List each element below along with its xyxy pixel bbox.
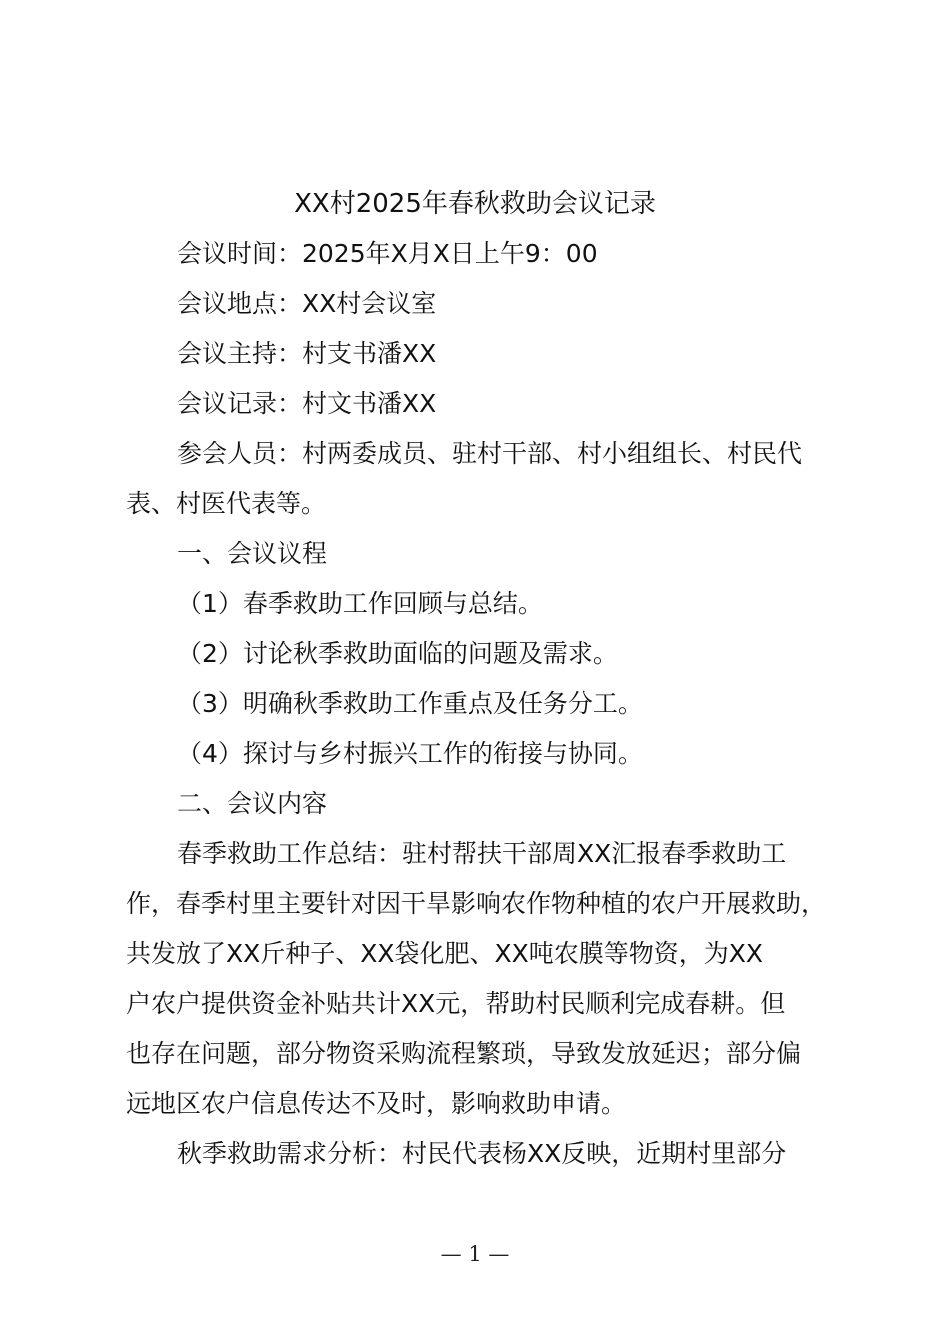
meeting-host: 会议主持：村支书潘XX [177, 339, 437, 368]
meeting-recorder: 会议记录：村文书潘XX [177, 389, 437, 418]
agenda-item: （3）明确秋季救助工作重点及任务分工。 [177, 689, 643, 718]
paragraph-line: 也存在问题，部分物资采购流程繁琐，导致发放延迟；部分偏 [126, 1039, 802, 1068]
attendees-line-2: 表、村医代表等。 [126, 489, 327, 518]
section-heading-content: 二、会议内容 [177, 789, 328, 818]
section-heading-agenda: 一、会议议程 [177, 539, 328, 568]
paragraph-line: 春季救助工作总结：驻村帮扶干部周XX汇报春季救助工 [177, 839, 787, 868]
paragraph-line: 秋季救助需求分析：村民代表杨XX反映，近期村里部分 [177, 1139, 787, 1168]
agenda-item: （2）讨论秋季救助面临的问题及需求。 [177, 639, 618, 668]
agenda-item: （1）春季救助工作回顾与总结。 [177, 589, 543, 618]
paragraph-line: 远地区农户信息传达不及时，影响救助申请。 [126, 1089, 627, 1118]
document-title: XX村2025年春秋救助会议记录 [294, 189, 656, 219]
paragraph-line: 共发放了XX斤种子、XX袋化肥、XX吨农膜等物资，为XX [126, 939, 764, 968]
agenda-item: （4）探讨与乡村振兴工作的衔接与协同。 [177, 739, 643, 768]
meeting-place: 会议地点：XX村会议室 [177, 289, 437, 318]
meeting-time: 会议时间：2025年X月X日上午9：00 [177, 239, 598, 268]
page-number: — 1 — [440, 1242, 510, 1266]
attendees-line-1: 参会人员：村两委成员、驻村干部、村小组组长、村民代 [177, 439, 803, 468]
paragraph-line: 户农户提供资金补贴共计XX元，帮助村民顺利完成春耕。但 [126, 989, 786, 1018]
paragraph-line: 作，春季村里主要针对因干旱影响农作物种植的农户开展救助， [126, 889, 827, 918]
